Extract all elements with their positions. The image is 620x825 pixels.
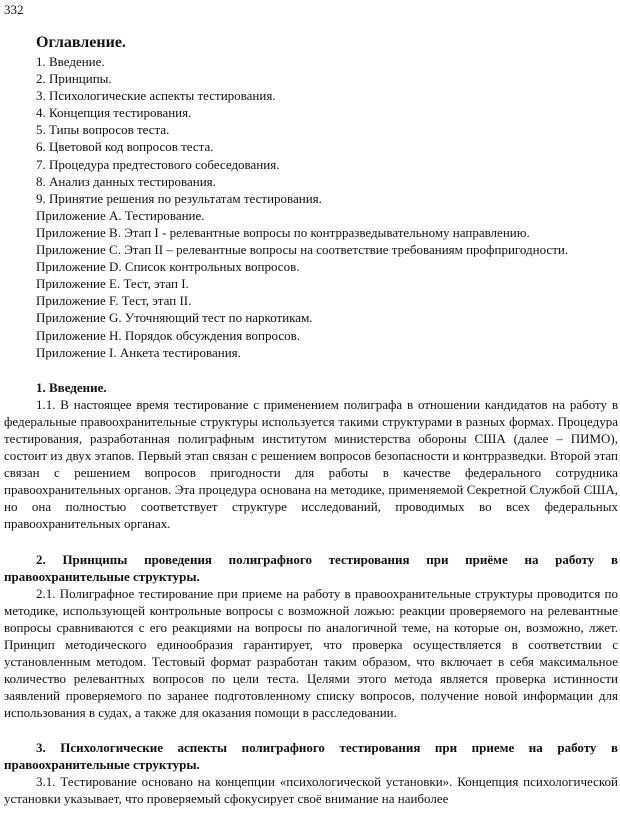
toc-item-6: 6. Цветовой код вопросов теста. xyxy=(36,139,214,155)
document-content xyxy=(4,33,618,807)
toc-item-3: 3. Психологические аспекты тестирования. xyxy=(36,88,276,104)
toc-item-2: 2. Принципы. xyxy=(36,71,112,87)
section-psychological-aspects xyxy=(4,739,618,807)
toc-item-appendix-d: Приложение D. Список контрольных вопросов. xyxy=(36,259,300,275)
section-paragraph: 3.1. Тестирование основано на концепции «психологической установки». Концепция психологической установки указывает, что проверяемый сфокусирует своё внимание на наиболее xyxy=(4,773,618,806)
toc-item-appendix-a: Приложение А. Тестирование. xyxy=(36,207,205,223)
toc-item-appendix-c: Приложение С. Этап II – релевантные вопросы на соответствие требованиям профпригодности. xyxy=(36,242,569,258)
toc-item-1: 1. Введение. xyxy=(36,54,105,69)
section-heading: 2. Принципы проведения полиграфного тестирования при приёме на работу в правоохранительные структуры. xyxy=(4,551,618,584)
page-number: 332 xyxy=(4,2,24,17)
toc-item-4: 4. Концепция тестирования. xyxy=(36,105,192,121)
section-heading: 1. Введение. xyxy=(36,379,107,395)
toc-item-appendix-i: Приложение I. Анкета тестирования. xyxy=(36,344,241,360)
toc-list xyxy=(36,53,614,361)
section-heading: 3. Психологические аспекты полиграфного тестирования при приеме на работу в правоохранительные структуры. xyxy=(4,739,618,772)
toc-item-appendix-h: Приложение H. Порядок обсуждения вопросов. xyxy=(36,327,300,343)
section-introduction xyxy=(4,379,618,532)
toc-item-appendix-g: Приложение G. Уточняющий тест по наркотикам. xyxy=(36,310,313,326)
toc-item-7: 7. Процедура предтестового собеседования. xyxy=(36,156,280,172)
section-paragraph: 2.1. Полиграфное тестирование при приеме на работу в правоохранительные структуры проводится по методике, использующей контрольные вопросы с возможной ложью: реакции проверяемого на релевантные вопросы сравниваются с его реакциями на вопросы по аналогичной теме, на которые он, возможно, лжет. Принцип методического единообразия гарантирует, что проверка осуществляется в соответствии с установленным методом. Тестовый формат разработан таким образом, что включает в себя максимальное количество релевантных вопросов по цели теста. Целями этого метода является проверка истинности заявлений проверяемого по заранее подготовленному списку вопросов, получение новой информации для использования в судах, а также для оказания помощи в расследовании. xyxy=(4,585,618,720)
toc-item-5: 5. Типы вопросов теста. xyxy=(36,122,170,138)
toc-item-appendix-e: Приложение Е. Тест, этап I. xyxy=(36,276,189,292)
toc-item-appendix-f: Приложение F. Тест, этап II. xyxy=(36,293,192,309)
toc-title: Оглавление. xyxy=(36,34,126,51)
toc-item-8: 8. Анализ данных тестирования. xyxy=(36,173,216,189)
section-principles xyxy=(4,551,618,721)
section-paragraph: 1.1. В настоящее время тестирование с применением полиграфа в отношении кандидатов на работу в федеральные правоохранительные структуры используется такими структурами в разных формах. Процедура тестирования, разработанная полиграфным институтом министерства обороны США (далее – ПИМО), состоит из двух этапов. Первый этап связан с решением вопросов безопасности и контрразведки. Второй этап связан с решением вопросов пригодности для работы в качестве федерального сотрудника правоохранительных органов. Эта процедура основана на методике, применяемой Секретной Службой США, но она полностью соответствует структуре исследований, проводимых во всех федеральных правоохранительных органах. xyxy=(4,396,618,531)
toc-item-appendix-b: Приложение В. Этап I - релевантные вопросы по контрразведывательному направлению. xyxy=(36,224,530,240)
toc-item-9: 9. Принятие решения по результатам тестирования. xyxy=(36,190,322,206)
